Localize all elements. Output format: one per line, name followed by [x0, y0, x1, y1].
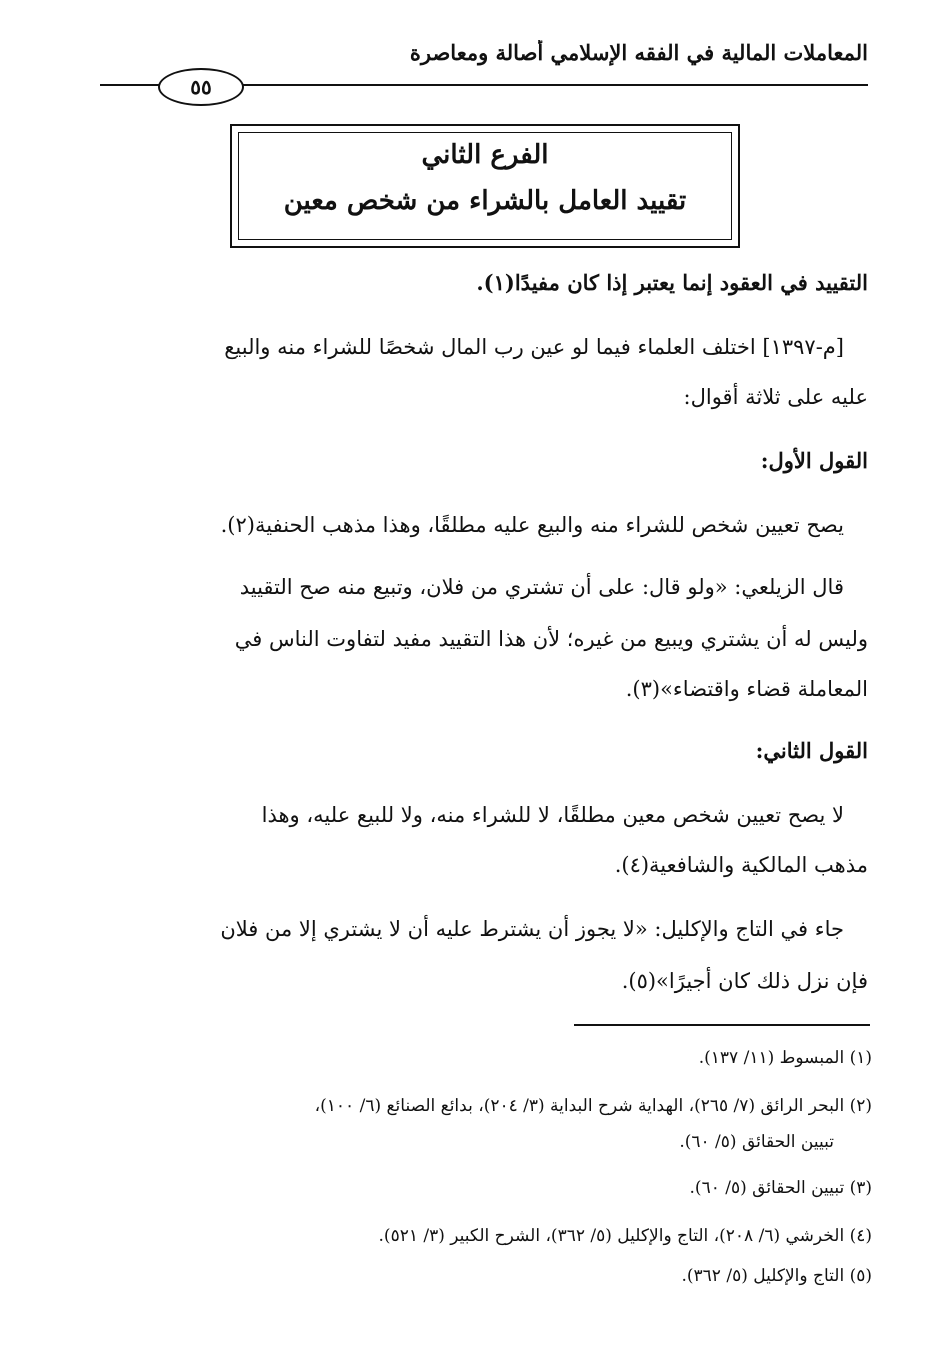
footnote-1: (١) المبسوط (١١/ ١٣٧).	[698, 1048, 872, 1068]
paragraph-line: المعاملة قضاء واقتضاء»(٣).	[625, 677, 868, 701]
section-subtitle: تقييد العامل بالشراء من شخص معين	[283, 186, 687, 216]
intro-paragraph: التقييد في العقود إنما يعتبر إذا كان مفيدًا(١).	[476, 270, 868, 295]
paragraph-line: جاء في التاج والإكليل: «لا يجوز أن يشترط عليه أن لا يشتري إلا من فلان	[220, 917, 844, 941]
footnote-4: (٤) الخرشي (٦/ ٢٠٨)، التاج والإكليل (٥/ ٣٦٢)، الشرح الكبير (٣/ ٥٢١).	[378, 1226, 872, 1246]
footnote-2-continued: تبيين الحقائق (٥/ ٦٠).	[679, 1132, 834, 1152]
paragraph-line: [م-١٣٩٧] اختلف العلماء فيما لو عين رب المال شخصًا للشراء منه والبيع	[224, 335, 844, 359]
subheading-second-opinion: القول الثاني:	[755, 738, 868, 763]
footnote-rule	[574, 1024, 870, 1026]
paragraph-line: وليس له أن يشتري ويبيع من غيره؛ لأن هذا التقييد مفيد لتفاوت الناس في	[234, 627, 868, 651]
section-title-box	[230, 124, 740, 248]
paragraph-line: مذهب المالكية والشافعية(٤).	[614, 853, 868, 877]
page-number: ٥٥	[158, 68, 244, 106]
section-title: الفرع الثاني	[421, 140, 549, 170]
paragraph-line: عليه على ثلاثة أقوال:	[683, 385, 868, 409]
footnote-5: (٥) التاج والإكليل (٥/ ٣٦٢).	[681, 1266, 872, 1286]
paragraph-line: فإن نزل ذلك كان أجيرًا»(٥).	[621, 969, 868, 993]
paragraph-line: قال الزيلعي: «ولو قال: على أن تشتري من فلان، وتبيع منه صح التقييد	[239, 575, 844, 599]
footnote-2: (٢) البحر الرائق (٧/ ٢٦٥)، الهداية شرح البداية (٣/ ٢٠٤)، بدائع الصنائع (٦/ ١٠٠)،	[314, 1096, 872, 1116]
paragraph-line: لا يصح تعيين شخص معين مطلقًا، لا للشراء منه، ولا للبيع عليه، وهذا	[261, 803, 844, 827]
footnote-3: (٣) تبيين الحقائق (٥/ ٦٠).	[689, 1178, 872, 1198]
subheading-first-opinion: القول الأول:	[760, 448, 868, 473]
paragraph-line: يصح تعيين شخص للشراء منه والبيع عليه مطلقًا، وهذا مذهب الحنفية(٢).	[220, 513, 844, 537]
running-header: المعاملات المالية في الفقه الإسلامي أصالة ومعاصرة	[409, 40, 868, 65]
